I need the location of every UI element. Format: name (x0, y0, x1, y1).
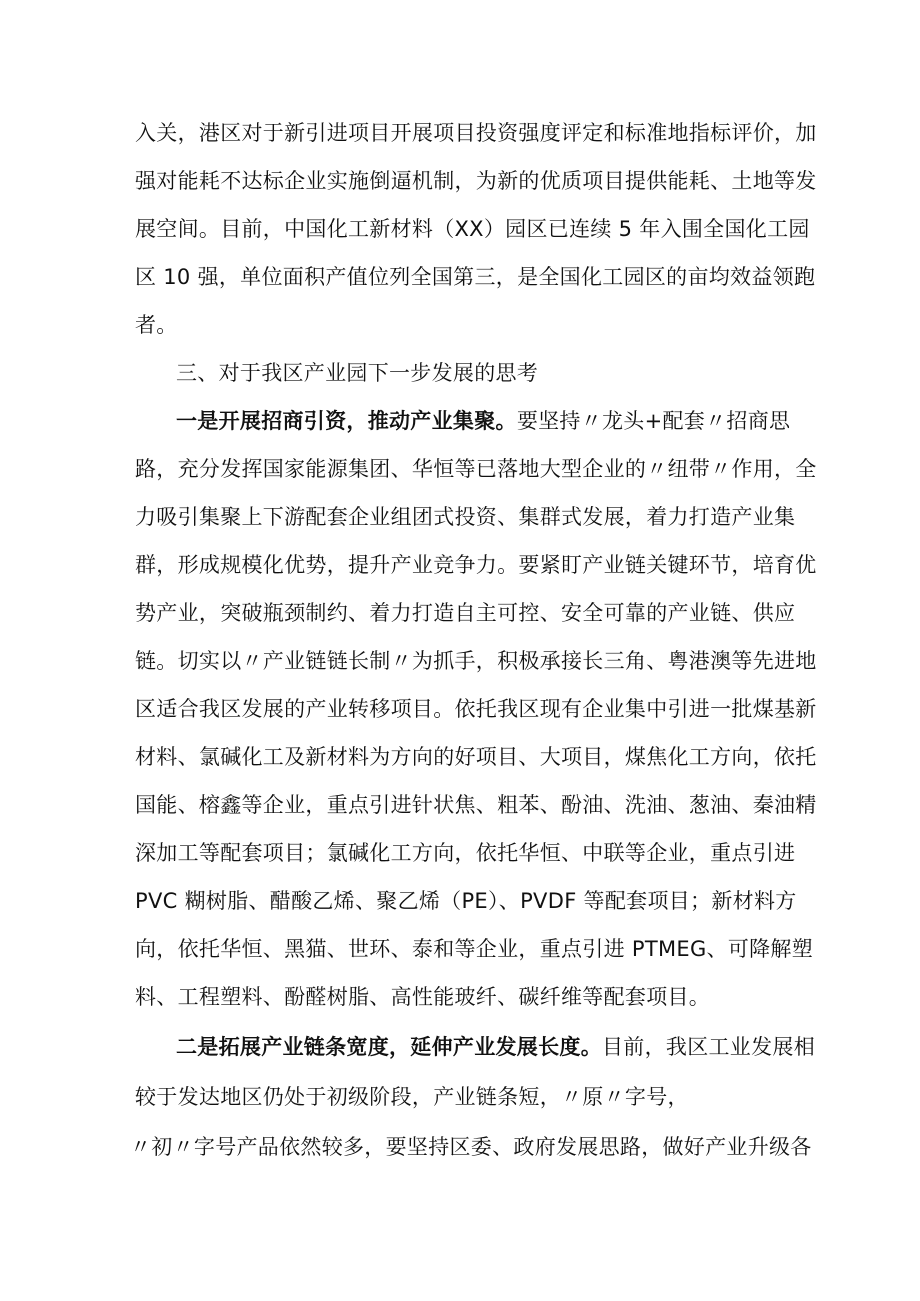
section-heading: 三、对于我区产业园下一步发展的思考 (176, 361, 539, 385)
paragraph-line: 向，依托华恒、黑猫、世环、泰和等企业，重点引进 PTMEG、可降解塑 (135, 937, 814, 961)
paragraph-line: 国能、榕鑫等企业，重点引进针状焦、粗苯、酚油、洗油、葱油、秦油精 (135, 793, 817, 817)
paragraph-line: 群，形成规模化优势，提升产业竞争力。要紧盯产业链关键环节，培育优 (135, 553, 817, 577)
bold-lead: 二是拓展产业链条宽度，延伸产业发展长度。 (176, 1035, 602, 1059)
paragraph-line: 者。 (135, 313, 178, 337)
paragraph-line: 深加工等配套项目；氯碱化工方向，依托华恒、中联等企业，重点引进 (135, 841, 796, 865)
paragraph-line: 材料、氯碱化工及新材料为方向的好项目、大项目，煤焦化工方向，依托 (135, 745, 817, 769)
paragraph-line: 链。切实以〃产业链链长制〃为抓手，积极承接长三角、粤港澳等先进地 (135, 649, 817, 673)
paragraph-line: 区 10 强，单位面积产值位列全国第三，是全国化工园区的亩均效益领跑 (135, 265, 816, 289)
paragraph-line: 路，充分发挥国家能源集团、华恒等已落地大型企业的〃纽带〃作用，全 (135, 457, 817, 481)
paragraph-line: 较于发达地区仍处于初级阶段，产业链条短，〃原〃字号， (135, 1085, 689, 1109)
paragraph-line: 势产业，突破瓶颈制约、着力打造自主可控、安全可靠的产业链、供应 (135, 601, 796, 625)
paragraph-line: 强对能耗不达标企业实施倒逼机制，为新的优质项目提供能耗、土地等发 (135, 169, 817, 193)
paragraph-text: 目前，我区工业发展相 (602, 1035, 815, 1059)
paragraph-text: 要坚持〃龙头+配套〃招商思 (516, 409, 791, 433)
paragraph-line: 料、工程塑料、酚醛树脂、高性能玻纤、碳纤维等配套项目。 (135, 985, 711, 1009)
paragraph-line: 展空间。目前，中国化工新材料（XX）园区已连续 5 年入围全国化工园 (135, 217, 810, 241)
paragraph-line: 〃初〃字号产品依然较多，要坚持区委、政府发展思路，做好产业升级各 (130, 1135, 812, 1159)
bold-lead: 一是开展招商引资，推动产业集聚。 (176, 409, 517, 433)
paragraph-line: 区适合我区发展的产业转移项目。依托我区现有企业集中引进一批煤基新 (135, 697, 817, 721)
paragraph-line: 入关，港区对于新引进项目开展项目投资强度评定和标准地指标评价，加 (135, 121, 817, 145)
paragraph-line: 力吸引集聚上下游配套企业组团式投资、集群式发展，着力打造产业集 (135, 505, 796, 529)
paragraph-line (176, 406, 826, 436)
paragraph-line (176, 1032, 826, 1062)
paragraph-line: PVC 糊树脂、醋酸乙烯、聚乙烯（PE）、PVDF 等配套项目；新材料方 (135, 889, 797, 913)
